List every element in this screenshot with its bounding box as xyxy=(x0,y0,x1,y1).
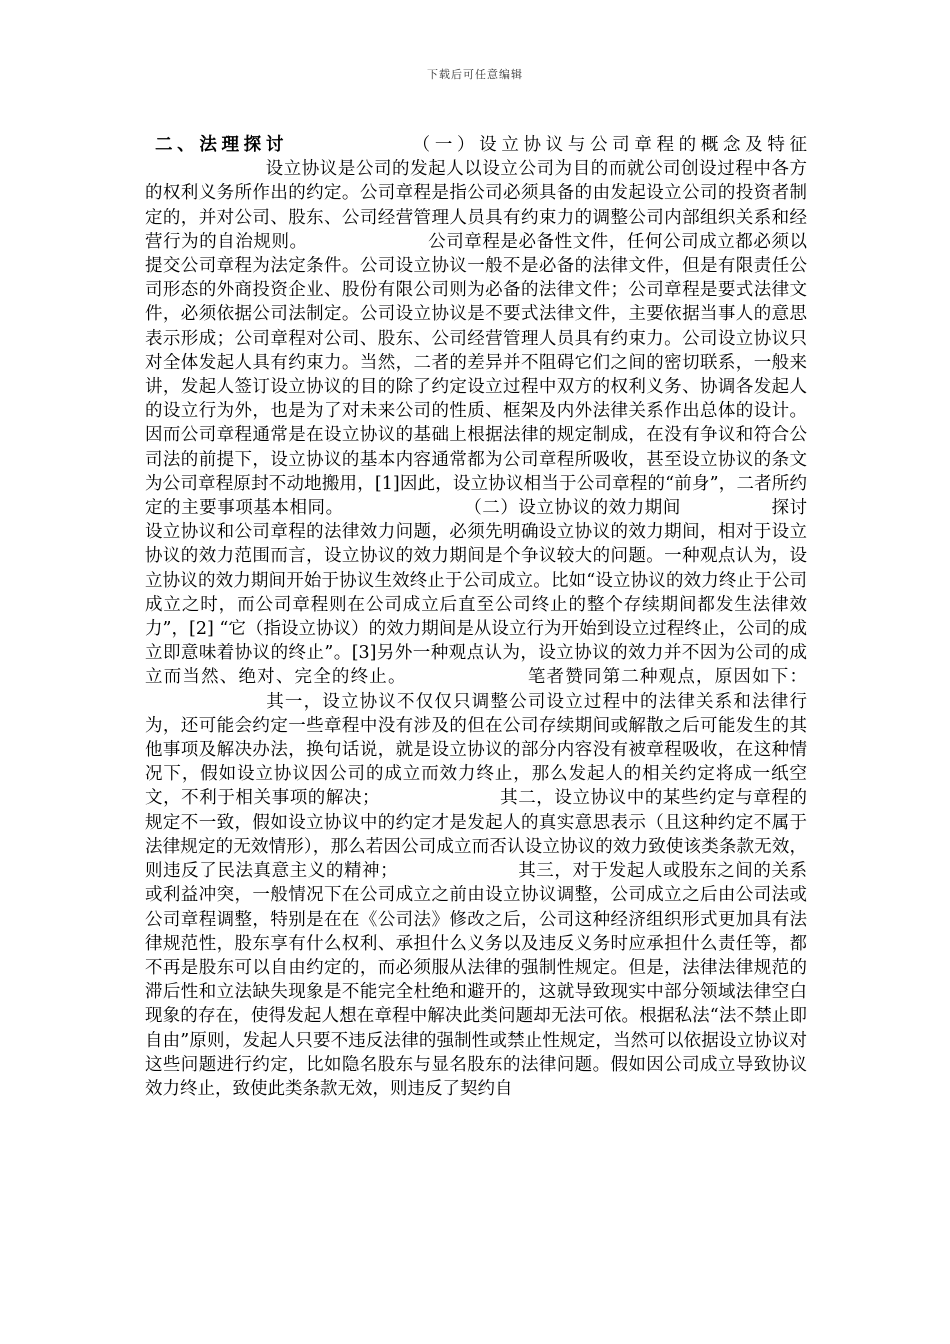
paragraph: 设立协议是公司的发起人以设立公司为目的而就公司创设过程中各方的权利义务所作出的约定。公司章程是指公司必须具备的由发起设立公司的投资者制定的，并对公司、股东、公司经营管理人员具有约束力的调整公司内部组织关系和经营行为的自治规则。 xyxy=(145,159,807,252)
paragraph: 笔者赞同第二种观点，原因如下： xyxy=(526,667,807,688)
paragraph: 其三，对于发起人或股东之间的关系或利益冲突，一般情况下在公司成立之前由设立协议调整，公司成立之后由公司法或公司章程调整，特别是在在《公司法》修改之后，公司这种经济组织形式更加具有法律规范性，股东享有什么权利、承担什么义务以及违反义务时应承担什么责任等，都不再是股东可以自由约定的，而必须服从法律的强制性规定。但是，法律法律规范的滞后性和立法缺失现象是不能完全杜绝和避开的，这就导致现实中部分领域法律空白现象的存在，使得发起人想在章程中解决此类问题却无法可依。根据私法“法不禁止即自由”原则，发起人只要不违反法律的强制性或禁止性规定，当然可以依据设立协议对这些问题进行约定，比如隐名股东与显名股东的法律问题。假如因公司成立导致协议效力终止，致使此类条款无效，则违反了契约自 xyxy=(145,861,808,1099)
paragraph: 其一，设立协议不仅仅只调整公司设立过程中的法律关系和法律行为，还可能会约定一些章程中没有涉及的但在公司存续期间或解散之后可能发生的其他事项及解决办法，换句话说，就是设立协议的部分内容没有被章程吸收，在这种情况下，假如设立协议因公司的成立而效力终止，那么发起人的相关约定将成一纸空文，不利于相关事项的解决； xyxy=(145,691,807,809)
paragraph: 其二，设立协议中的某些约定与章程的规定不一致，假如设立协议中的约定才是发起人的真实意思表示（且这种约定不属于法律规定的无效情形），那么若因公司成立而否认设立协议的效力致使该类条款无效，则违反了民法真意主义的精神； xyxy=(145,788,808,882)
document-body xyxy=(145,133,807,1101)
paragraph: 公司章程是必备性文件，任何公司成立都必须以提交公司章程为法定条件。公司设立协议一般不是必备的法律文件，但是有限责任公司形态的外商投资企业、股份有限公司则为必备的法律文件；公司章程是要式法律文件，必须依据公司法制定。公司设立协议是不要式法律文件，主要依据当事人的意思表示形成；公司章程对公司、股东、公司经营管理人员具有约束力。公司设立协议只对全体发起人具有约束力。当然，二者的差异并不阻碍它们之间的密切联系，一般来讲，发起人签订设立协议的目的除了约定设立过程中双方的权利义务、协调各发起人的设立行为外，也是为了对未来公司的性质、框架及内外法律关系作出总体的设计。因而公司章程通常是在设立协议的基础上根据法律的规定制成，在没有争议和符合公司法的前提下，设立协议的基本内容通常都为公司章程所吸收，甚至设立协议的条文为公司章程原封不动地搬用，[1]因此，设立协议相当于公司章程的“前身”，二者所约定的主要事项基本相同。 xyxy=(145,231,808,519)
subheading-validity-period: （二）设立协议的效力期间 xyxy=(463,498,681,519)
section-heading: 二、法理探讨 xyxy=(155,135,288,155)
page-header: 下载后可任意编辑 xyxy=(427,68,523,81)
subheading-concepts: （一）设立协议与公司章程的概念及特征 xyxy=(408,135,807,155)
paragraph: 探讨设立协议和公司章程的法律效力问题，必须先明确设立协议的效力期间，相对于设立协议的效力范围而言，设立协议的效力期间是个争议较大的问题。一种观点认为，设立协议的效力期间开始于协议生效终止于公司成立。比如“设立协议的效力终止于公司成立之时，而公司章程则在公司成立后直至公司终止的整个存续期间都发生法律效力”，[2] “它（指设立协议）的效力期间是从设立行为开始到设立过程终止，公司的成立即意味着协议的终止”。[3]另外一种观点认为，设立协议的效力并不因为公司的成立而当然、绝对、完全的终止。 xyxy=(145,498,808,688)
